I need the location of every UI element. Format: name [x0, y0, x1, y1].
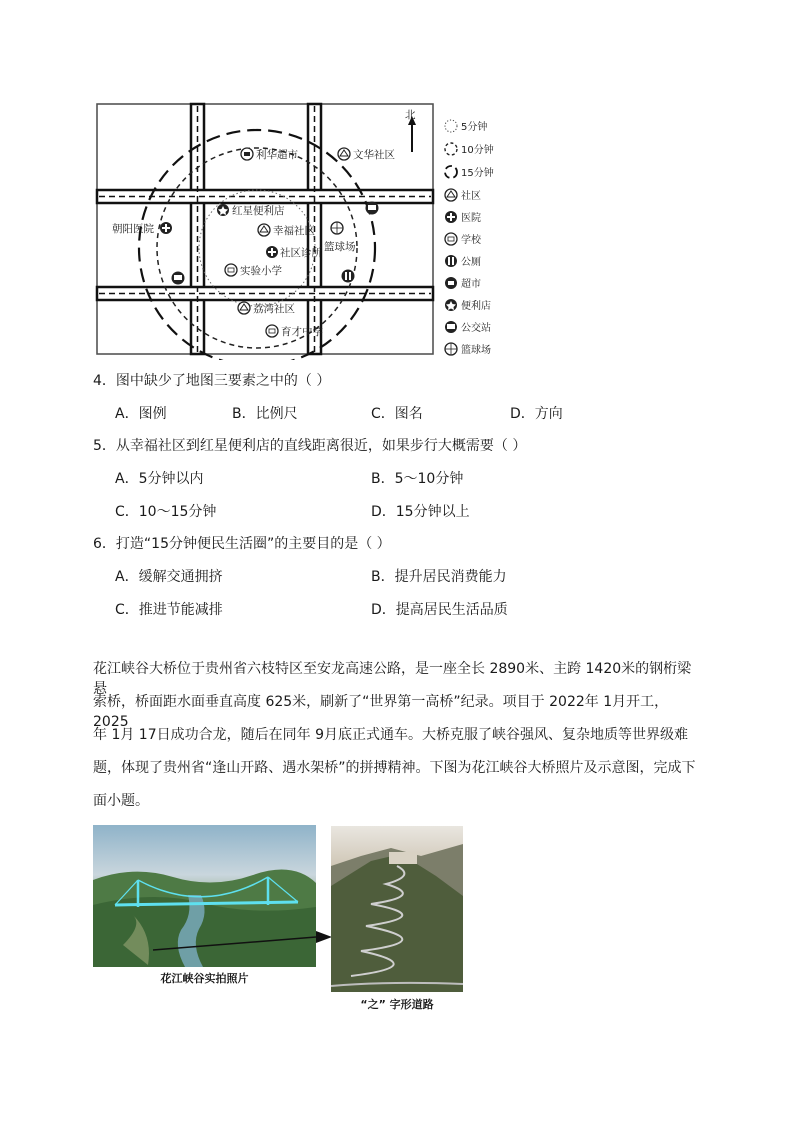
question-4-option-b[interactable]: B．比例尺 — [232, 406, 298, 422]
svg-text:社区: 社区 — [461, 191, 481, 202]
svg-text:篮球场: 篮球场 — [461, 345, 491, 356]
question-4-option-d[interactable]: D．方向 — [510, 406, 563, 422]
question-6-option-c[interactable]: C．推进节能减排 — [115, 602, 223, 618]
walking-circle-map — [94, 100, 504, 360]
svg-text:10分钟: 10分钟 — [461, 145, 494, 156]
svg-text:实验小学: 实验小学 — [240, 265, 282, 277]
place-wenhua-community — [338, 148, 395, 161]
passage-line-2: 索桥，桥面距水面垂直高度 625米，刷新了“世界第一高桥”纪录。项目于 2022年 1月开工，2025 — [93, 694, 669, 730]
gorge-photo — [93, 825, 316, 967]
place-community-clinic — [266, 246, 322, 259]
question-5-option-b[interactable]: B．5～10分钟 — [371, 471, 464, 487]
question-5-option-a[interactable]: A．5分钟以内 — [115, 471, 204, 487]
svg-text:学校: 学校 — [461, 235, 481, 246]
toilet-icon — [342, 270, 355, 283]
place-shiyan-school — [225, 264, 282, 277]
place-xingfu-community — [258, 224, 315, 237]
passage-line-1: 花江峡谷大桥位于贵州省六枝特区至安龙高速公路，是一座全长 2890米、主跨 1420米的钢桁梁悬 — [93, 661, 692, 697]
svg-text:篮球场: 篮球场 — [324, 241, 356, 253]
svg-text:幸福社区: 幸福社区 — [273, 225, 315, 237]
svg-text:荔湾社区: 荔湾社区 — [253, 303, 295, 315]
toilet-icon — [445, 255, 457, 267]
zigzag-road-photo — [331, 826, 463, 992]
svg-text:文华社区: 文华社区 — [353, 149, 395, 161]
question-4-option-a[interactable]: A．图例 — [115, 406, 167, 422]
svg-text:红星便利店: 红星便利店 — [232, 205, 285, 217]
bus-stop-icon — [445, 321, 457, 333]
svg-text:公厕: 公厕 — [461, 257, 481, 268]
svg-text:公交站: 公交站 — [461, 323, 491, 334]
hospital-icon — [445, 211, 457, 223]
svg-text:医院: 医院 — [461, 213, 481, 224]
arrow-head-icon — [316, 930, 332, 944]
svg-text:15分钟: 15分钟 — [461, 168, 494, 179]
store-icon — [445, 299, 457, 311]
question-6-option-d[interactable]: D．提高居民生活品质 — [371, 602, 508, 618]
svg-text:社区诊所: 社区诊所 — [280, 247, 322, 259]
svg-text:5分钟: 5分钟 — [461, 122, 488, 133]
north-label: 北 — [405, 109, 416, 121]
place-yucai-middle — [266, 325, 323, 338]
svg-text:育才中学: 育才中学 — [281, 326, 323, 338]
short-dash-circle-icon — [445, 143, 457, 155]
dotted-circle-icon — [445, 120, 457, 132]
place-chaoyang-hospital — [112, 222, 172, 235]
long-dash-circle-icon — [445, 166, 457, 178]
supermarket-icon — [445, 277, 457, 289]
gorge-photo-caption: 花江峡谷实拍照片 — [160, 972, 249, 985]
question-6-stem: 6．打造“15分钟便民生活圈”的主要目的是（ ） — [93, 536, 391, 552]
map-legend — [445, 120, 494, 356]
question-6-option-b[interactable]: B．提升居民消费能力 — [371, 569, 507, 585]
community-icon — [445, 189, 457, 201]
passage-line-5: 面小题。 — [93, 793, 149, 809]
question-4-stem: 4．图中缺少了地图三要素之中的（ ） — [93, 373, 331, 389]
svg-text:超市: 超市 — [461, 279, 481, 290]
place-liwan-community — [238, 302, 295, 315]
question-5-option-d[interactable]: D．15分钟以上 — [371, 504, 470, 520]
basketball-icon — [445, 343, 457, 355]
question-5-stem: 5．从幸福社区到红星便利店的直线距离很近，如果步行大概需要（ ） — [93, 438, 527, 454]
question-5-option-c[interactable]: C．10～15分钟 — [115, 504, 217, 520]
svg-text:便利店: 便利店 — [461, 301, 491, 312]
bus-stop-icon — [366, 202, 379, 215]
svg-text:利华超市: 利华超市 — [256, 149, 298, 161]
passage-line-4: 题，体现了贵州省“逢山开路、遇水架桥”的拼搏精神。下图为花江峡谷大桥照片及示意图，完成下 — [93, 760, 696, 776]
question-6-option-a[interactable]: A．缓解交通拥挤 — [115, 569, 223, 585]
svg-text:朝阳医院: 朝阳医院 — [112, 223, 154, 235]
passage-line-3: 年 1月 17日成功合龙，随后在同年 9月底正式通车。大桥克服了峡谷强风、复杂地质等世界级难 — [93, 727, 688, 743]
place-lihua-supermarket — [241, 148, 298, 161]
zigzag-road-caption: “之” 字形道路 — [360, 998, 434, 1011]
school-icon — [445, 233, 457, 245]
question-4-option-c[interactable]: C．图名 — [371, 406, 423, 422]
bus-stop-icon — [172, 272, 185, 285]
